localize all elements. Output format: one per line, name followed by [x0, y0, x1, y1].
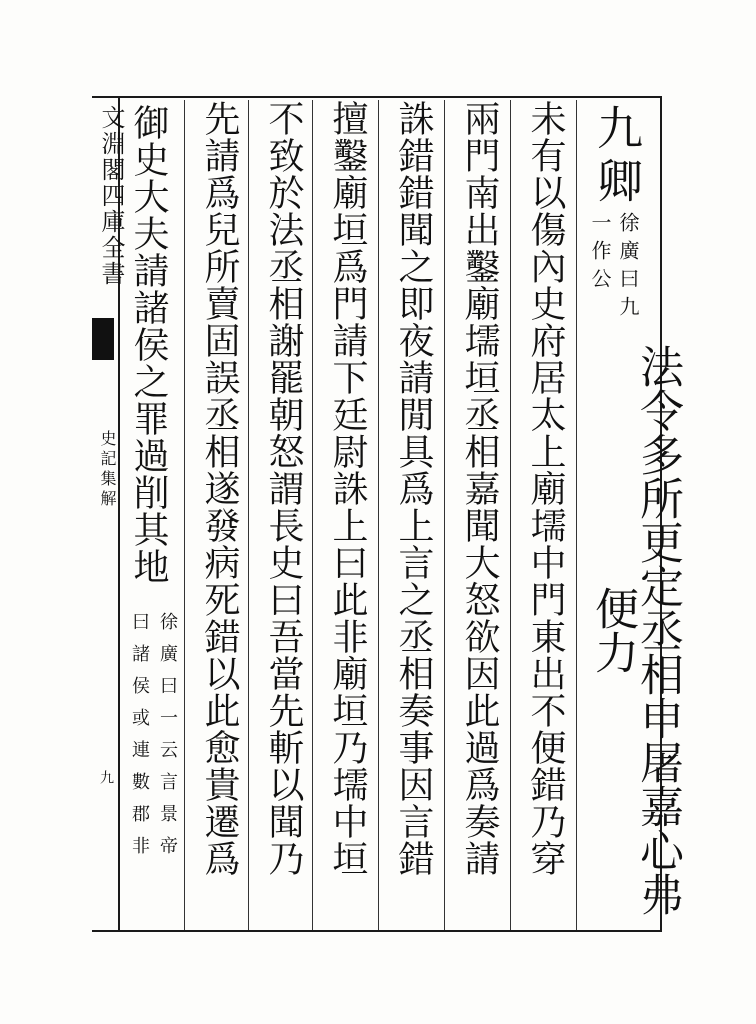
frame-top — [92, 96, 662, 98]
text-column-4 — [384, 100, 442, 930]
column-divider — [184, 100, 185, 930]
text-column-7 — [190, 100, 248, 930]
text-column-6 — [254, 100, 312, 930]
margin-title: 史記集解 — [98, 430, 117, 510]
annotation-right: 徐廣曰一云言景帝 — [157, 612, 178, 868]
fishtail-mark — [92, 318, 114, 360]
column-text: 兩門南出鑿廟壖垣丞相嘉聞大怒欲因此過爲奏請 — [459, 100, 500, 877]
text-column-3 — [450, 100, 508, 930]
column-text: 不致於法丞相謝罷朝怒謂長史曰吾當先斬以聞乃 — [263, 100, 304, 877]
column-divider — [510, 100, 511, 930]
margin-header: 文淵閣四庫全書 — [97, 105, 125, 287]
column-text: 法令多所更定丞相申屠嘉心弗便力 — [587, 344, 683, 916]
column-divider — [378, 100, 379, 930]
text-column-8 — [124, 100, 182, 930]
column-divider — [312, 100, 313, 930]
annotation-right: 徐廣曰九 — [616, 212, 640, 324]
column-text: 先請爲兒所賣固誤丞相遂發病死錯以此愈貴遷爲 — [199, 100, 240, 877]
text-column-2 — [516, 100, 574, 930]
column-text: 御史大夫請諸侯之罪過削其地 — [128, 104, 169, 585]
column-divider — [444, 100, 445, 930]
column-divider — [576, 100, 577, 930]
text-column-1 — [584, 100, 683, 930]
column-text: 九卿 — [590, 104, 644, 210]
annotation-left: 一作公 — [588, 212, 612, 296]
column-text: 擅鑿廟垣爲門請下廷尉誅上曰此非廟垣乃壖中垣 — [327, 100, 368, 877]
page-number: 九 — [98, 770, 114, 784]
column-text: 誅錯錯聞之即夜請閒具爲上言之丞相奏事因言錯 — [393, 100, 434, 877]
column-text: 未有以傷內史府居太上廟壖中門東出不便錯乃穿 — [525, 100, 566, 877]
column-divider — [248, 100, 249, 930]
text-column-5 — [318, 100, 376, 930]
annotation-left: 曰諸侯或連數郡非 — [129, 612, 150, 868]
frame-bottom — [92, 930, 662, 932]
